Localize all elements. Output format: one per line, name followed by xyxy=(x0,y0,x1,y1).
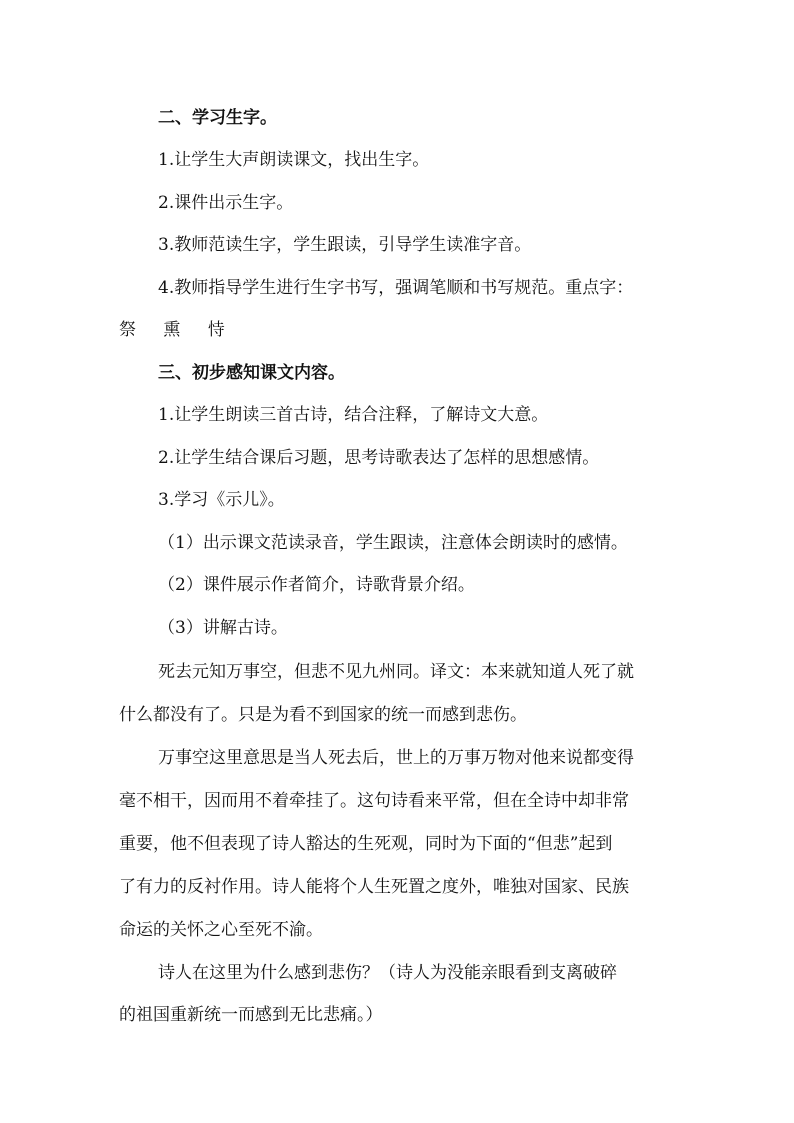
explanation-line: 命运的关怀之心至死不渝。 xyxy=(119,920,323,940)
list-item: 3.教师范读生字，学生跟读，引导学生读准字音。 xyxy=(158,235,532,255)
section-heading-3: 三、初步感知课文内容。 xyxy=(158,363,345,383)
sub-item: （1）出示课文范读录音，学生跟读，注意体会朗读时的感情。 xyxy=(158,533,628,553)
list-item: 2.让学生结合课后习题，思考诗歌表达了怎样的思想感情。 xyxy=(158,448,600,468)
key-char: 恃 xyxy=(207,320,225,340)
sub-item: （3）讲解古诗。 xyxy=(158,618,288,638)
explanation-line: 重要，他不但表现了诗人豁达的生死观，同时为下面的“但悲”起到 xyxy=(119,834,613,854)
key-char: 熏 xyxy=(163,320,181,340)
explanation-line: 毫不相干，因而用不着牵挂了。这句诗看来平常，但在全诗中却非常 xyxy=(119,791,629,811)
key-char: 祭 xyxy=(119,320,136,340)
translation-line: 死去元知万事空，但悲不见九州同。译文：本来就知道人死了就 xyxy=(158,662,634,682)
explanation-line: 了有力的反衬作用。诗人能将个人生死置之度外，唯独对国家、民族 xyxy=(119,877,629,897)
explanation-line: 万事空这里意思是当人死去后，世上的万事万物对他来说都变得 xyxy=(158,748,634,768)
list-item: 2.课件出示生字。 xyxy=(158,193,294,213)
list-item: 3.学习《示儿》。 xyxy=(158,490,285,510)
section-heading-2: 二、学习生字。 xyxy=(158,108,277,128)
question-line: 诗人在这里为什么感到悲伤？（诗人为没能亲眼看到支离破碎 xyxy=(158,963,617,983)
list-item: 4.教师指导学生进行生字书写，强调笔顺和书写规范。重点字： xyxy=(158,278,634,298)
list-item: 1.让学生朗读三首古诗，结合注释，了解诗文大意。 xyxy=(158,405,549,425)
sub-item: （2）课件展示作者简介，诗歌背景介绍。 xyxy=(158,575,475,595)
key-characters xyxy=(119,318,247,342)
list-item: 1.让学生大声朗读课文，找出生字。 xyxy=(158,150,430,170)
translation-line: 什么都没有了。只是为看不到国家的统一而感到悲伤。 xyxy=(119,705,527,725)
question-line: 的祖国重新统一而感到无比悲痛。） xyxy=(119,1005,383,1025)
